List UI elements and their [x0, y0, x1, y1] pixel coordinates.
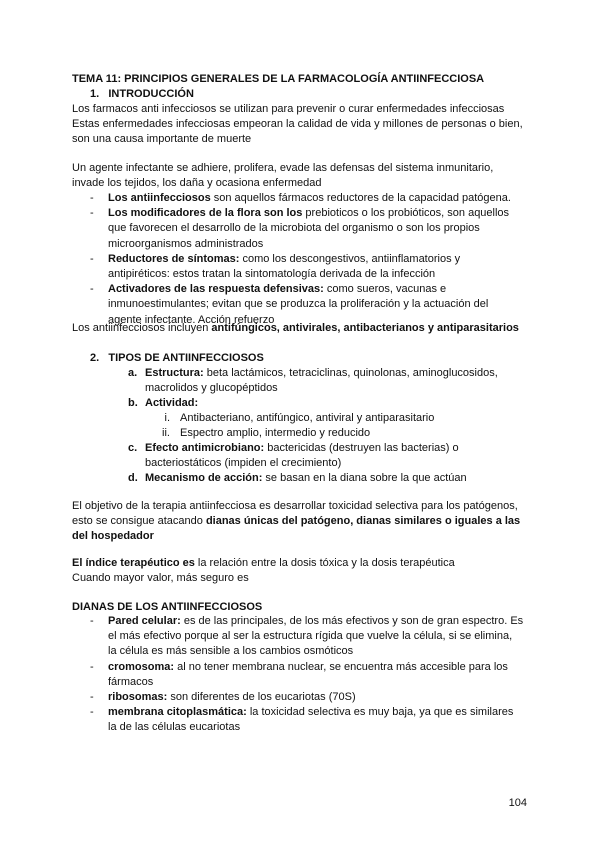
dianas-bullet-list — [90, 614, 540, 736]
roman-numeral: i. — [164, 412, 170, 424]
bullet-dash: - — [90, 207, 94, 220]
list-item — [158, 426, 518, 441]
item-text: Antibacteriano, antifúngico, antiviral y antiparasitario — [180, 412, 435, 424]
bullet-text: fármacos — [108, 675, 154, 688]
text-line: esto se consigue atacando — [72, 515, 206, 528]
item-term: Efecto antimicrobiano: — [145, 442, 265, 454]
item-term: Mecanismo de acción: — [145, 472, 263, 485]
list-item — [90, 252, 540, 282]
bullet-text: antipiréticos: estos tratan la sintomatología derivada de la infección — [108, 268, 436, 281]
objective-paragraph — [72, 499, 542, 545]
list-item — [128, 471, 528, 486]
item-text: bacteriostáticos (impiden el crecimiento) — [145, 457, 342, 470]
roman-numeral: ii. — [162, 427, 170, 440]
text-line: Estas enfermedades infecciosas empeoran la calidad de vida y millones de personas o bien, — [72, 118, 523, 131]
text-line: son una causa importante de muerte — [72, 133, 252, 146]
intro-paragraph — [72, 102, 542, 148]
types-list-c-d — [128, 441, 528, 487]
section-number: 2. — [90, 352, 100, 364]
list-item — [128, 396, 528, 411]
section-1-heading — [90, 87, 560, 102]
bullet-text: al no tener membrana nuclear, se encuentra más accesible para los — [174, 660, 508, 673]
item-text: se basan en la diana sobre la que actúan — [262, 472, 467, 485]
list-item — [90, 705, 540, 735]
bullet-dash: - — [90, 691, 94, 704]
title-block — [72, 72, 542, 87]
includes-paragraph — [72, 321, 542, 336]
list-letter: a. — [128, 367, 138, 379]
section-heading: DIANAS DE LOS ANTIINFECCIOSOS — [72, 601, 263, 613]
bold-text: del hospedador — [72, 530, 154, 543]
section-heading: INTRODUCCIÓN — [108, 88, 194, 100]
bullet-text: el más efectivo porque al ser la estructura rígida que vuelve la célula, si se elimina, — [108, 630, 513, 643]
bullet-term: Activadores de las respuesta defensivas: — [108, 283, 324, 296]
list-item — [90, 660, 540, 690]
bold-text: El índice terapéutico es — [72, 557, 195, 569]
agent-paragraph — [72, 161, 542, 191]
section-2-heading — [90, 351, 560, 366]
bullet-text: microorganismos administrados — [108, 237, 264, 250]
bullet-term: Pared celular: — [108, 615, 181, 627]
text-line: El objetivo de la terapia antiinfecciosa es desarrollar toxicidad selectiva para los patógenos, — [72, 500, 518, 512]
section-heading: TIPOS DE ANTIINFECCIOSOS — [108, 352, 264, 364]
text-line: la relación entre la dosis tóxica y la dosis terapéutica — [194, 557, 455, 569]
bullet-dash: - — [90, 706, 94, 719]
text-line: Los farmacos anti infecciosos se utilizan para prevenir o curar enfermedades infecciosas — [72, 103, 505, 115]
text-line: Los antiinfecciosos incluyen — [72, 322, 212, 334]
list-item — [158, 411, 518, 426]
activity-sublist — [158, 411, 518, 441]
dianas-heading-block — [72, 600, 542, 615]
bullet-text: la de las células eucariotas — [108, 721, 241, 734]
item-term: Actividad: — [145, 397, 199, 410]
text-line: Un agente infectante se adhiere, prolifera, evade las defensas del sistema inmunitario, — [72, 162, 494, 174]
bullet-dash: - — [90, 615, 94, 627]
bullet-text: son aquellos fármacos reductores de la capacidad patógena. — [210, 192, 511, 204]
bullet-term: cromosoma: — [108, 660, 175, 673]
list-letter: d. — [128, 472, 138, 485]
list-item — [90, 191, 540, 206]
page-number: 104 — [508, 797, 527, 809]
item-text: Espectro amplio, intermedio y reducido — [180, 427, 371, 440]
bullet-dash: - — [90, 252, 94, 265]
bullet-text: la toxicidad selectiva es muy baja, ya que es similares — [246, 706, 514, 719]
document-title: TEMA 11: PRINCIPIOS GENERALES DE LA FARMACOLOGÍA ANTIINFECCIOSA — [72, 73, 485, 85]
list-letter: c. — [128, 442, 138, 454]
intro-bullet-list — [90, 191, 540, 328]
bullet-text: prebioticos o los probióticos, son aquellos — [302, 207, 510, 220]
bullet-term: ribosomas: — [108, 691, 168, 704]
bullet-dash: - — [90, 192, 94, 204]
bullet-term: Reductores de síntomas: — [108, 252, 240, 265]
text-line: invade los tejidos, los daña y ocasiona enfermedad — [72, 177, 322, 190]
bullet-term: membrana citoplasmática: — [108, 706, 247, 719]
bullet-text: que favorecen el desarrollo de la microbiota del organismo o son los propios — [108, 222, 480, 235]
bullet-dash: - — [90, 283, 94, 296]
list-letter: b. — [128, 397, 138, 410]
bullet-term: Los antiinfecciosos — [108, 192, 211, 204]
bold-text: antifúngicos, antivirales, antibacterianos y antiparasitarios — [211, 322, 519, 334]
section-number: 1. — [90, 88, 100, 100]
list-item — [128, 366, 528, 396]
list-item — [90, 206, 540, 252]
list-item — [90, 614, 540, 660]
item-text: macrolidos y glucopéptidos — [145, 382, 278, 395]
bullet-text: inmunoestimulantes; evitan que se produzca la proliferación y la actuación del — [108, 298, 489, 311]
bullet-text: son diferentes de los eucariotas (70S) — [167, 691, 356, 704]
list-item — [128, 441, 528, 471]
bullet-text: como los descongestivos, antiinflamatorios y — [239, 252, 461, 265]
item-text: bactericidas (destruyen las bacterias) o — [264, 442, 459, 454]
bold-text: dianas únicas del patógeno, dianas similares o iguales a las — [205, 515, 521, 528]
item-term: Estructura: — [145, 367, 204, 379]
list-item — [90, 690, 540, 705]
item-text: beta lactámicos, tetraciclinas, quinolonas, aminoglucosidos, — [203, 367, 498, 379]
therapeutic-index-paragraph — [72, 556, 542, 586]
text-line: Cuando mayor valor, más seguro es — [72, 572, 249, 585]
bullet-text: es de las principales, de los más efectivos y son de gran espectro. Es — [180, 615, 524, 627]
bullet-text: agente infectante. Acción refuerzo — [108, 313, 275, 326]
bullet-term: Los modificadores de la flora son los — [108, 207, 303, 220]
bullet-text: la célula es más sensible a los cambios osmóticos — [108, 645, 354, 658]
bullet-dash: - — [90, 660, 94, 673]
types-list-a-b — [128, 366, 528, 412]
bullet-text: como sueros, vacunas e — [323, 283, 447, 296]
